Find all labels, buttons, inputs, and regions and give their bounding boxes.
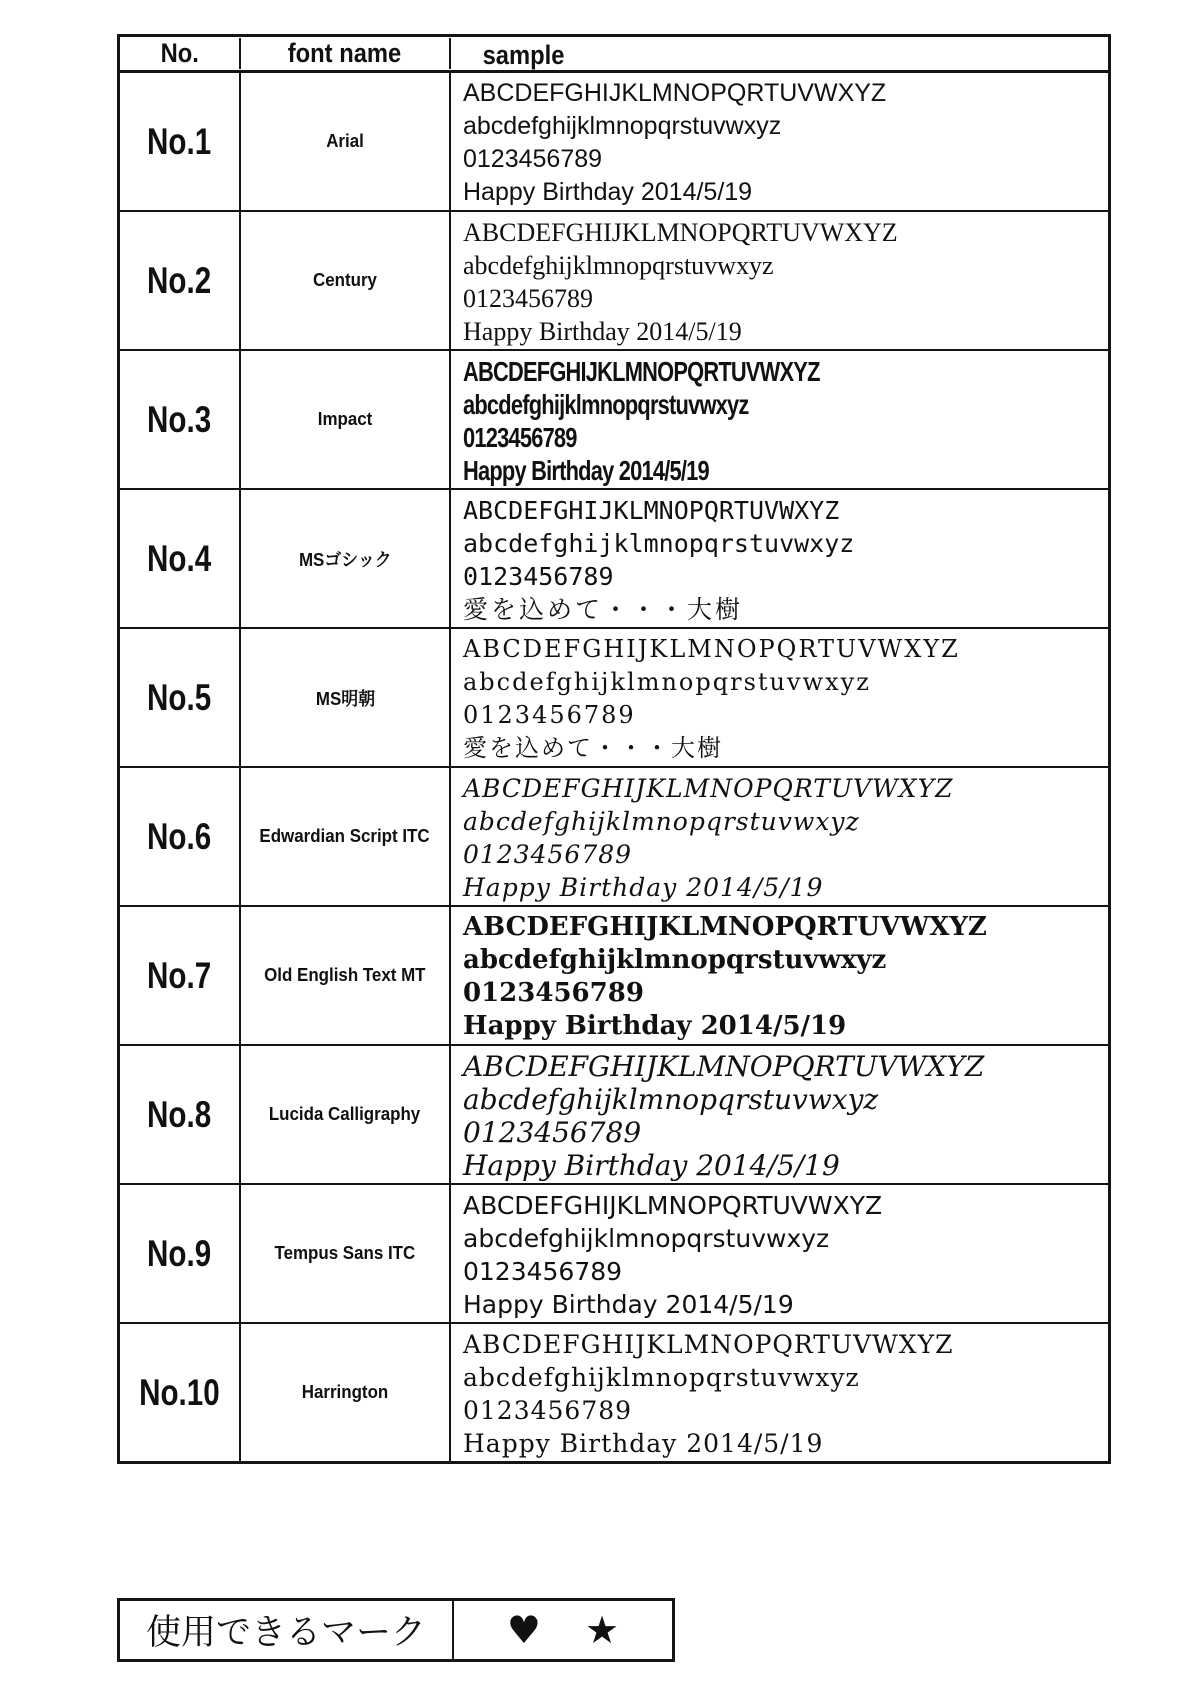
font-sample <box>451 351 1108 488</box>
font-name: Impact <box>317 409 373 429</box>
header-cell-font-name <box>241 38 451 69</box>
sample-phrase: Happy Birthday 2014/5/19 <box>463 317 742 346</box>
sample-lowercase: abcdefghijklmnopqrstuvwxyz <box>463 668 871 696</box>
font-sample <box>451 768 1108 905</box>
sample-lowercase: abcdefghijklmnopqrstuvwxyz <box>463 529 855 558</box>
sample-lowercase: abcdefghijklmnopqrstuvwxyz <box>463 1224 830 1253</box>
row-number: No.3 <box>147 398 212 440</box>
row-number: No.9 <box>147 1232 212 1274</box>
sample-phrase: Happy Birthday 2014/5/19 <box>463 873 824 902</box>
sample-lowercase: abcdefghijklmnopqrstuvwxyz <box>463 389 749 420</box>
sample-digits: 0123456789 <box>463 1257 623 1286</box>
font-name: Century <box>313 270 377 290</box>
font-sample <box>451 1185 1108 1322</box>
sample-digits: 0123456789 <box>463 701 636 729</box>
sample-uppercase: ABCDEFGHIJKLMNOPQRTUVWXYZ <box>463 218 898 247</box>
row-number: No.4 <box>147 537 212 579</box>
sample-uppercase: ABCDEFGHIJKLMNOPQRTUVWXYZ <box>463 356 820 387</box>
usable-marks-table <box>117 1598 675 1662</box>
sample-lowercase: abcdefghijklmnopqrstuvwxyz <box>463 945 887 975</box>
sample-uppercase: ABCDEFGHIJKLMNOPQRTUVWXYZ <box>463 79 887 107</box>
font-name: Arial <box>326 131 364 151</box>
sample-phrase: Happy Birthday 2014/5/19 <box>463 1149 840 1182</box>
sample-digits: 0123456789 <box>463 562 614 591</box>
sample-uppercase: ABCDEFGHIJKLMNOPQRTUVWXYZ <box>463 912 987 942</box>
sample-phrase: Happy Birthday 2014/5/19 <box>463 1290 794 1319</box>
sample-digits: 0123456789 <box>463 840 633 869</box>
sample-phrase: Happy Birthday 2014/5/19 <box>463 455 709 486</box>
row-number: No.1 <box>147 120 212 162</box>
table-row-edwardian-script <box>120 768 1108 907</box>
header-sample-label: sample <box>482 39 565 70</box>
sample-uppercase: ABCDEFGHIJKLMNOPQRTUVWXYZ <box>463 496 840 525</box>
font-sample <box>451 490 1108 627</box>
sample-uppercase: ABCDEFGHIJKLMNOPQRTUVWXYZ <box>463 1191 883 1220</box>
table-row-arial <box>120 73 1108 212</box>
sample-phrase: Happy Birthday 2014/5/19 <box>463 1429 824 1458</box>
sample-phrase: Happy Birthday 2014/5/19 <box>463 178 753 206</box>
usable-marks-label: 使用できるマーク <box>120 1601 454 1659</box>
row-number: No.10 <box>139 1371 220 1413</box>
sample-lowercase: abcdefghijklmnopqrstuvwxyz <box>463 112 782 140</box>
row-number: No.6 <box>147 815 212 857</box>
font-sample <box>451 1324 1108 1461</box>
font-name: Old English Text MT <box>264 965 426 985</box>
header-cell-sample <box>451 37 1108 71</box>
sample-lowercase: abcdefghijklmnopqrstuvwxyz <box>463 251 774 280</box>
row-number: No.8 <box>147 1093 212 1135</box>
sample-uppercase: ABCDEFGHIJKLMNOPQRTUVWXYZ <box>463 635 960 663</box>
table-row-lucida-calligraphy <box>120 1046 1108 1185</box>
font-sample <box>451 1046 1108 1183</box>
usable-marks-cell <box>454 1601 672 1659</box>
row-number: No.7 <box>147 954 212 996</box>
heart-icon: ♥ <box>506 1608 541 1652</box>
sample-digits: 0123456789 <box>463 145 603 173</box>
sample-uppercase: ABCDEFGHIJKLMNOPQRTUVWXYZ <box>463 1050 985 1083</box>
table-row-old-english <box>120 907 1108 1046</box>
table-row-impact <box>120 351 1108 490</box>
header-font-name-label: font name <box>288 38 402 68</box>
font-name: Edwardian Script ITC <box>259 826 431 846</box>
font-name: Tempus Sans ITC <box>274 1243 416 1263</box>
font-sample <box>451 212 1108 349</box>
font-name: Harrington <box>301 1382 389 1402</box>
table-row-harrington <box>120 1324 1108 1461</box>
table-row-century <box>120 212 1108 351</box>
table-row-ms-mincho <box>120 629 1108 768</box>
sample-uppercase: ABCDEFGHIJKLMNOPQRTUVWXYZ <box>463 1330 954 1359</box>
sample-lowercase: abcdefghijklmnopqrstuvwxyz <box>463 1083 879 1116</box>
sample-lowercase: abcdefghijklmnopqrstuvwxyz <box>463 1363 860 1392</box>
sample-lowercase: abcdefghijklmnopqrstuvwxyz <box>463 807 860 836</box>
table-header-row <box>120 37 1108 73</box>
table-row-ms-gothic <box>120 490 1108 629</box>
sample-phrase-japanese: 愛を込めて・・・大樹 <box>463 734 723 762</box>
row-number: No.2 <box>147 259 212 301</box>
table-row-tempus-sans <box>120 1185 1108 1324</box>
header-no-label: No. <box>160 38 199 68</box>
font-sample <box>451 73 1108 210</box>
font-name: MS明朝 <box>315 688 375 709</box>
sample-uppercase: ABCDEFGHIJKLMNOPQRTUVWXYZ <box>463 774 954 803</box>
sample-digits: 0123456789 <box>463 1116 642 1149</box>
sample-phrase-japanese: 愛を込めて・・・大樹 <box>463 595 744 624</box>
font-sample <box>451 629 1108 766</box>
sample-digits: 0123456789 <box>463 978 644 1008</box>
font-sample-table <box>117 34 1111 1464</box>
header-cell-no <box>120 38 241 69</box>
font-name: MSゴシック <box>298 549 392 570</box>
sample-digits: 0123456789 <box>463 284 593 313</box>
row-number: No.5 <box>147 676 212 718</box>
font-sample <box>451 907 1108 1044</box>
sample-digits: 0123456789 <box>463 1396 633 1425</box>
sample-phrase: Happy Birthday 2014/5/19 <box>463 1011 847 1041</box>
star-icon: ★ <box>585 1608 620 1652</box>
font-name: Lucida Calligraphy <box>269 1104 421 1124</box>
sample-digits: 0123456789 <box>463 422 577 453</box>
